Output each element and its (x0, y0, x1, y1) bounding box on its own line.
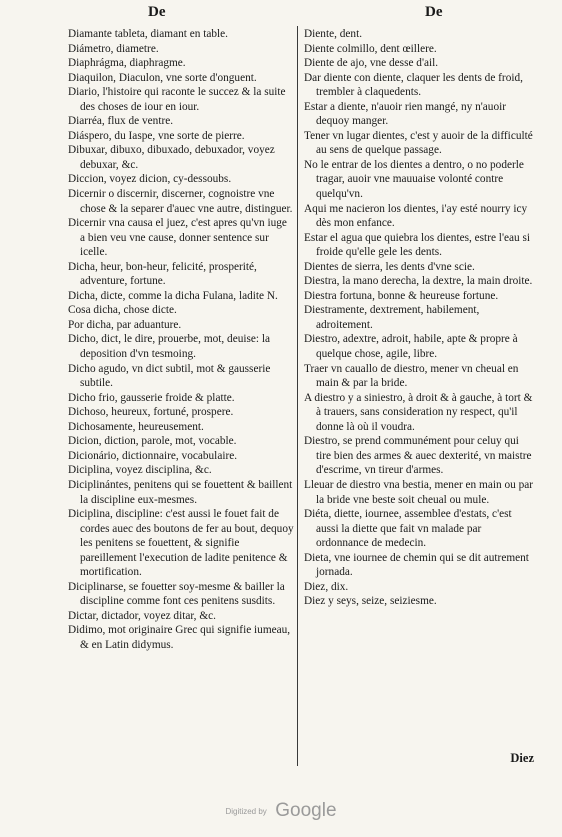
dictionary-entry: Diamante tableta, diamant en table. (68, 28, 228, 40)
dictionary-entry: Diez, dix. (304, 580, 349, 593)
dictionary-entry: Dicho frio, gausserie froide & platte. (68, 391, 235, 404)
dictionary-entry: Diéta, diette, iournee, assemblee d'estats, c'est aussi la diette que fait vn malade par ordonnance de medecin. (304, 508, 512, 550)
digitized-by-label: Digitized by (225, 806, 267, 816)
digitized-footer (0, 800, 562, 822)
dictionary-entry: Lleuar de diestro vna bestia, mener en main ou par la bride vne beste soit cheual ou mule. (304, 478, 533, 506)
dictionary-entry: Dicho agudo, vn dict subtil, mot & gausserie subtile. (68, 362, 271, 390)
dictionary-entry: Estar el agua que quiebra los dientes, estre l'eau si froide qu'elle gele les dents. (304, 231, 531, 259)
dictionary-entry: Diestro, se prend communément pour celuy qui tire bien des armes & auec dexterité, vn maistre d'escrime, vn tireur d'armes. (304, 435, 532, 477)
dictionary-entry: Dicha, dicte, comme la dicha Fulana, ladite N. (68, 289, 278, 302)
dictionary-entry: Dicion, diction, parole, mot, vocable. (68, 435, 237, 448)
dictionary-entry: Por dicha, par aduanture. (68, 318, 182, 331)
dictionary-entry: No le entrar de los dientes a dentro, o no poderle tragar, auoir vne mauuaise volonté contre quelqu'vn. (304, 158, 524, 201)
dictionary-entry: Diestro, adextre, adroit, habile, apte & propre à quelque chose, agile, libre. (304, 333, 518, 361)
dictionary-entry: Dieta, vne iournee de chemin qui se dit autrement jornada. (304, 551, 529, 579)
dictionary-entry: Diciplina, discipline: c'est aussi le fouet fait de cordes auec des boutons de fer au bout, dequoy les penitens se fouettent, & signifie pareillement l'execution de ladite penitence & mortification. (68, 508, 294, 579)
dictionary-entry: Dar diente con diente, claquer les dents de froid, trembler à claquedents. (304, 71, 523, 99)
dictionary-entry: Diarréa, flux de ventre. (68, 115, 174, 128)
dictionary-entry: Diente de ajo, vne desse d'ail. (304, 57, 439, 70)
dictionary-entry: Aqui me nacieron los dientes, i'ay esté nourry icy dès mon enfance. (304, 202, 528, 230)
left-column (68, 27, 294, 653)
dictionary-entry: Dichosamente, heureusement. (68, 420, 204, 433)
dictionary-entry: Diciplinántes, penitens qui se fouettent & baillent la discipline eux-mesmes. (68, 478, 293, 506)
dictionary-entry: Dicionário, dictionnaire, vocabulaire. (68, 449, 238, 462)
dictionary-entry: Dichoso, heureux, fortuné, prospere. (68, 406, 234, 419)
dictionary-entry: Diestra fortuna, bonne & heureuse fortune. (304, 289, 499, 302)
dictionary-entry: Dibuxar, dibuxo, dibuxado, debuxador, voyez debuxar, &c. (68, 144, 275, 171)
dictionary-entry: Diciplinarse, se fouetter soy-mesme & bailler la discipline comme font ces penitens susdits. (68, 580, 285, 608)
dictionary-entry: Dicho, dict, le dire, prouerbe, mot, deuise: la deposition d'vn tesmoing. (68, 333, 271, 361)
dictionary-entry: Diámetro, diametre. (68, 42, 159, 55)
right-column (304, 27, 536, 609)
dictionary-entry: Dictar, dictador, voyez ditar, &c. (68, 609, 216, 622)
dictionary-entry: Diáspero, du Iaspe, vne sorte de pierre. (68, 129, 245, 142)
dictionary-entry: Diez y seys, seize, seiziesme. (304, 595, 437, 608)
dictionary-entry: Traer vn cauallo de diestro, mener vn cheual en main & par la bride. (304, 362, 519, 390)
column-divider (297, 26, 298, 766)
dictionary-entry: Diente colmillo, dent œillere. (304, 42, 437, 55)
dictionary-entry: Didimo, mot originaire Grec qui signifie iumeau, & en Latin didymus. (68, 624, 291, 651)
dictionary-entry: Diaphrágma, diaphragme. (68, 57, 186, 70)
dictionary-entry: A diestro y a siniestro, à droit & à gauche, à tort & à trauers, sans consideration ny respect, qu'il donne là où il voudra. (304, 391, 533, 433)
dictionary-entry: Diente, dent. (304, 28, 363, 40)
dictionary-entry: Diccion, voyez dicion, cy-dessoubs. (68, 173, 232, 186)
dictionary-entry: Diciplina, voyez disciplina, &c. (68, 464, 212, 477)
right-running-head: De (425, 4, 443, 20)
dictionary-entry: Dicernir o discernir, discerner, cognoistre vne chose & la separer d'auec vne autre, distinguer. (68, 188, 293, 215)
dictionary-entry: Diario, l'histoire qui raconte le succez & la suite des choses de iour en iour. (68, 86, 286, 113)
dictionary-entry: Dicha, heur, bon-heur, felicité, prosperité, adventure, fortune. (68, 260, 257, 288)
dictionary-entry: Diestramente, dextrement, habilement, adroitement. (304, 304, 480, 331)
dictionary-entry: Dientes de sierra, les dents d'vne scie. (304, 260, 475, 273)
google-wordmark: Google (275, 800, 337, 821)
dictionary-entry: Diaquilon, Diaculon, vne sorte d'onguent. (68, 71, 257, 84)
dictionary-entry: Tener vn lugar dientes, c'est y auoir de la difficulté au sens de quelque passage. (304, 129, 533, 157)
dictionary-entry: Dicernir vna causa el juez, c'est apres qu'vn iuge a bien veu vne cause, donner sentence sur icelle. (68, 217, 287, 259)
left-running-head: De (148, 4, 166, 20)
dictionary-entry: Diestra, la mano derecha, la dextre, la main droite. (304, 275, 533, 288)
dictionary-entry: Cosa dicha, chose dicte. (68, 304, 177, 317)
catchword: Diez (510, 751, 534, 765)
dictionary-entry: Estar a diente, n'auoir rien mangé, ny n'auoir dequoy manger. (304, 100, 507, 128)
